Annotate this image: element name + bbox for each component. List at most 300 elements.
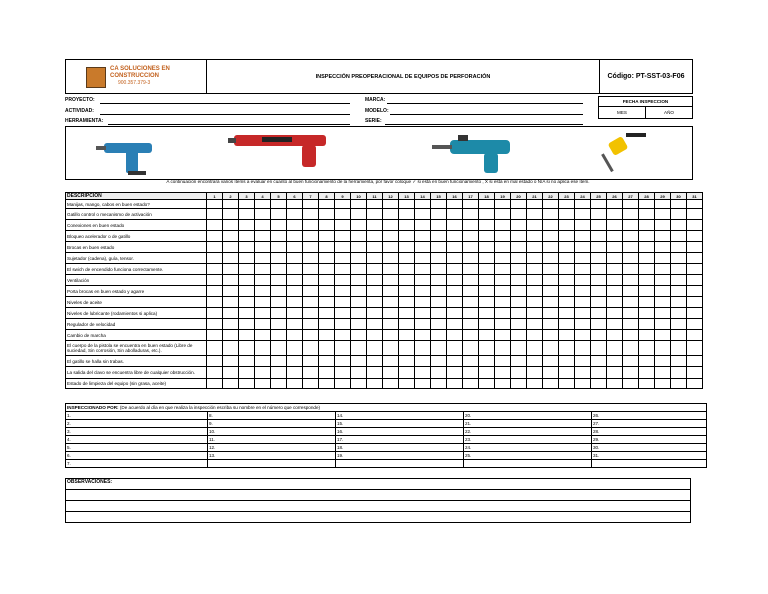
check-cell[interactable] bbox=[415, 264, 431, 275]
check-cell[interactable] bbox=[239, 253, 255, 264]
check-cell[interactable] bbox=[623, 286, 639, 297]
check-cell[interactable] bbox=[511, 330, 527, 341]
check-cell[interactable] bbox=[671, 319, 687, 330]
check-cell[interactable] bbox=[255, 231, 271, 242]
check-cell[interactable] bbox=[671, 264, 687, 275]
check-cell[interactable] bbox=[383, 209, 399, 220]
check-cell[interactable] bbox=[447, 379, 463, 389]
check-cell[interactable] bbox=[447, 264, 463, 275]
check-cell[interactable] bbox=[671, 242, 687, 253]
check-cell[interactable] bbox=[271, 200, 287, 209]
check-cell[interactable] bbox=[223, 275, 239, 286]
check-cell[interactable] bbox=[239, 319, 255, 330]
check-cell[interactable] bbox=[303, 275, 319, 286]
check-cell[interactable] bbox=[591, 297, 607, 308]
check-cell[interactable] bbox=[335, 209, 351, 220]
check-cell[interactable] bbox=[511, 253, 527, 264]
check-cell[interactable] bbox=[447, 308, 463, 319]
check-cell[interactable] bbox=[287, 367, 303, 379]
check-cell[interactable] bbox=[623, 379, 639, 389]
check-cell[interactable] bbox=[655, 379, 671, 389]
check-cell[interactable] bbox=[447, 319, 463, 330]
check-cell[interactable] bbox=[255, 209, 271, 220]
check-cell[interactable] bbox=[239, 341, 255, 356]
check-cell[interactable] bbox=[671, 286, 687, 297]
check-cell[interactable] bbox=[367, 242, 383, 253]
check-cell[interactable] bbox=[431, 308, 447, 319]
check-cell[interactable] bbox=[655, 253, 671, 264]
check-cell[interactable] bbox=[271, 330, 287, 341]
inspector-name-cell[interactable] bbox=[464, 460, 592, 468]
check-cell[interactable] bbox=[351, 286, 367, 297]
check-cell[interactable] bbox=[591, 319, 607, 330]
check-cell[interactable] bbox=[671, 200, 687, 209]
check-cell[interactable] bbox=[223, 242, 239, 253]
check-cell[interactable] bbox=[415, 308, 431, 319]
check-cell[interactable] bbox=[671, 297, 687, 308]
check-cell[interactable] bbox=[319, 275, 335, 286]
inspector-name-cell[interactable]: 16. bbox=[336, 428, 464, 436]
inspector-name-cell[interactable]: 28. bbox=[592, 428, 707, 436]
check-cell[interactable] bbox=[383, 330, 399, 341]
check-cell[interactable] bbox=[255, 242, 271, 253]
check-cell[interactable] bbox=[687, 356, 703, 367]
check-cell[interactable] bbox=[271, 264, 287, 275]
check-cell[interactable] bbox=[463, 330, 479, 341]
check-cell[interactable] bbox=[511, 367, 527, 379]
check-cell[interactable] bbox=[287, 297, 303, 308]
check-cell[interactable] bbox=[495, 275, 511, 286]
check-cell[interactable] bbox=[271, 319, 287, 330]
check-cell[interactable] bbox=[527, 231, 543, 242]
check-cell[interactable] bbox=[367, 209, 383, 220]
check-cell[interactable] bbox=[639, 319, 655, 330]
check-cell[interactable] bbox=[367, 341, 383, 356]
check-cell[interactable] bbox=[223, 286, 239, 297]
check-cell[interactable] bbox=[239, 367, 255, 379]
check-cell[interactable] bbox=[623, 297, 639, 308]
check-cell[interactable] bbox=[239, 297, 255, 308]
check-cell[interactable] bbox=[255, 341, 271, 356]
check-cell[interactable] bbox=[687, 242, 703, 253]
check-cell[interactable] bbox=[399, 356, 415, 367]
check-cell[interactable] bbox=[447, 286, 463, 297]
check-cell[interactable] bbox=[431, 220, 447, 231]
check-cell[interactable] bbox=[383, 286, 399, 297]
check-cell[interactable] bbox=[623, 319, 639, 330]
check-cell[interactable] bbox=[239, 231, 255, 242]
check-cell[interactable] bbox=[255, 379, 271, 389]
check-cell[interactable] bbox=[399, 275, 415, 286]
check-cell[interactable] bbox=[239, 200, 255, 209]
check-cell[interactable] bbox=[479, 253, 495, 264]
check-cell[interactable] bbox=[607, 209, 623, 220]
check-cell[interactable] bbox=[495, 231, 511, 242]
check-cell[interactable] bbox=[415, 231, 431, 242]
check-cell[interactable] bbox=[671, 356, 687, 367]
check-cell[interactable] bbox=[367, 220, 383, 231]
check-cell[interactable] bbox=[239, 308, 255, 319]
marca-field[interactable] bbox=[387, 103, 583, 104]
check-cell[interactable] bbox=[671, 308, 687, 319]
check-cell[interactable] bbox=[303, 367, 319, 379]
check-cell[interactable] bbox=[431, 242, 447, 253]
check-cell[interactable] bbox=[335, 220, 351, 231]
check-cell[interactable] bbox=[575, 297, 591, 308]
check-cell[interactable] bbox=[367, 275, 383, 286]
check-cell[interactable] bbox=[319, 264, 335, 275]
check-cell[interactable] bbox=[607, 308, 623, 319]
check-cell[interactable] bbox=[607, 297, 623, 308]
check-cell[interactable] bbox=[351, 319, 367, 330]
check-cell[interactable] bbox=[559, 200, 575, 209]
check-cell[interactable] bbox=[479, 379, 495, 389]
check-cell[interactable] bbox=[431, 379, 447, 389]
check-cell[interactable] bbox=[383, 341, 399, 356]
check-cell[interactable] bbox=[495, 356, 511, 367]
check-cell[interactable] bbox=[447, 209, 463, 220]
check-cell[interactable] bbox=[495, 220, 511, 231]
check-cell[interactable] bbox=[463, 379, 479, 389]
check-cell[interactable] bbox=[639, 200, 655, 209]
check-cell[interactable] bbox=[223, 209, 239, 220]
check-cell[interactable] bbox=[383, 356, 399, 367]
check-cell[interactable] bbox=[287, 231, 303, 242]
check-cell[interactable] bbox=[415, 379, 431, 389]
check-cell[interactable] bbox=[591, 308, 607, 319]
check-cell[interactable] bbox=[623, 231, 639, 242]
inspector-name-cell[interactable]: 20. bbox=[464, 412, 592, 420]
check-cell[interactable] bbox=[543, 356, 559, 367]
check-cell[interactable] bbox=[655, 297, 671, 308]
check-cell[interactable] bbox=[287, 356, 303, 367]
inspector-name-cell[interactable]: 5. bbox=[66, 444, 208, 452]
check-cell[interactable] bbox=[511, 286, 527, 297]
check-cell[interactable] bbox=[335, 264, 351, 275]
check-cell[interactable] bbox=[207, 220, 223, 231]
check-cell[interactable] bbox=[543, 220, 559, 231]
check-cell[interactable] bbox=[463, 367, 479, 379]
check-cell[interactable] bbox=[351, 367, 367, 379]
check-cell[interactable] bbox=[383, 231, 399, 242]
check-cell[interactable] bbox=[447, 220, 463, 231]
check-cell[interactable] bbox=[655, 286, 671, 297]
check-cell[interactable] bbox=[687, 330, 703, 341]
inspector-name-cell[interactable]: 11. bbox=[208, 436, 336, 444]
inspector-name-cell[interactable]: 18. bbox=[336, 444, 464, 452]
check-cell[interactable] bbox=[399, 308, 415, 319]
check-cell[interactable] bbox=[511, 275, 527, 286]
check-cell[interactable] bbox=[223, 308, 239, 319]
check-cell[interactable] bbox=[415, 220, 431, 231]
check-cell[interactable] bbox=[431, 209, 447, 220]
check-cell[interactable] bbox=[431, 297, 447, 308]
check-cell[interactable] bbox=[527, 200, 543, 209]
check-cell[interactable] bbox=[543, 209, 559, 220]
check-cell[interactable] bbox=[447, 231, 463, 242]
inspector-name-cell[interactable]: 14. bbox=[336, 412, 464, 420]
check-cell[interactable] bbox=[367, 379, 383, 389]
check-cell[interactable] bbox=[207, 231, 223, 242]
check-cell[interactable] bbox=[223, 379, 239, 389]
check-cell[interactable] bbox=[591, 242, 607, 253]
inspector-name-cell[interactable]: 3. bbox=[66, 428, 208, 436]
check-cell[interactable] bbox=[687, 264, 703, 275]
check-cell[interactable] bbox=[575, 379, 591, 389]
inspector-name-cell[interactable]: 9. bbox=[208, 420, 336, 428]
check-cell[interactable] bbox=[447, 367, 463, 379]
check-cell[interactable] bbox=[575, 264, 591, 275]
check-cell[interactable] bbox=[255, 308, 271, 319]
check-cell[interactable] bbox=[671, 231, 687, 242]
check-cell[interactable] bbox=[527, 286, 543, 297]
check-cell[interactable] bbox=[367, 319, 383, 330]
check-cell[interactable] bbox=[383, 200, 399, 209]
check-cell[interactable] bbox=[319, 356, 335, 367]
check-cell[interactable] bbox=[255, 275, 271, 286]
check-cell[interactable] bbox=[303, 264, 319, 275]
check-cell[interactable] bbox=[207, 297, 223, 308]
check-cell[interactable] bbox=[559, 231, 575, 242]
check-cell[interactable] bbox=[255, 356, 271, 367]
check-cell[interactable] bbox=[207, 209, 223, 220]
check-cell[interactable] bbox=[255, 367, 271, 379]
check-cell[interactable] bbox=[239, 286, 255, 297]
check-cell[interactable] bbox=[239, 275, 255, 286]
check-cell[interactable] bbox=[607, 356, 623, 367]
check-cell[interactable] bbox=[607, 242, 623, 253]
check-cell[interactable] bbox=[559, 264, 575, 275]
check-cell[interactable] bbox=[511, 341, 527, 356]
check-cell[interactable] bbox=[303, 379, 319, 389]
check-cell[interactable] bbox=[479, 242, 495, 253]
check-cell[interactable] bbox=[543, 253, 559, 264]
check-cell[interactable] bbox=[511, 242, 527, 253]
observaciones-line[interactable] bbox=[65, 490, 691, 501]
check-cell[interactable] bbox=[319, 297, 335, 308]
check-cell[interactable] bbox=[495, 253, 511, 264]
check-cell[interactable] bbox=[623, 275, 639, 286]
check-cell[interactable] bbox=[271, 297, 287, 308]
check-cell[interactable] bbox=[655, 209, 671, 220]
check-cell[interactable] bbox=[287, 275, 303, 286]
check-cell[interactable] bbox=[431, 253, 447, 264]
inspector-name-cell[interactable]: 12. bbox=[208, 444, 336, 452]
check-cell[interactable] bbox=[431, 264, 447, 275]
check-cell[interactable] bbox=[335, 275, 351, 286]
check-cell[interactable] bbox=[575, 341, 591, 356]
check-cell[interactable] bbox=[351, 356, 367, 367]
check-cell[interactable] bbox=[527, 209, 543, 220]
check-cell[interactable] bbox=[431, 319, 447, 330]
check-cell[interactable] bbox=[655, 330, 671, 341]
check-cell[interactable] bbox=[207, 264, 223, 275]
check-cell[interactable] bbox=[527, 308, 543, 319]
check-cell[interactable] bbox=[655, 275, 671, 286]
check-cell[interactable] bbox=[687, 319, 703, 330]
check-cell[interactable] bbox=[367, 286, 383, 297]
check-cell[interactable] bbox=[591, 330, 607, 341]
check-cell[interactable] bbox=[431, 275, 447, 286]
check-cell[interactable] bbox=[207, 308, 223, 319]
check-cell[interactable] bbox=[271, 356, 287, 367]
check-cell[interactable] bbox=[431, 356, 447, 367]
serie-field[interactable] bbox=[385, 124, 583, 125]
check-cell[interactable] bbox=[383, 367, 399, 379]
check-cell[interactable] bbox=[239, 330, 255, 341]
check-cell[interactable] bbox=[543, 308, 559, 319]
check-cell[interactable] bbox=[607, 264, 623, 275]
inspector-name-cell[interactable]: 27. bbox=[592, 420, 707, 428]
check-cell[interactable] bbox=[639, 264, 655, 275]
check-cell[interactable] bbox=[575, 231, 591, 242]
check-cell[interactable] bbox=[223, 253, 239, 264]
check-cell[interactable] bbox=[207, 341, 223, 356]
check-cell[interactable] bbox=[367, 330, 383, 341]
check-cell[interactable] bbox=[351, 220, 367, 231]
check-cell[interactable] bbox=[671, 253, 687, 264]
check-cell[interactable] bbox=[671, 379, 687, 389]
check-cell[interactable] bbox=[447, 330, 463, 341]
check-cell[interactable] bbox=[207, 379, 223, 389]
check-cell[interactable] bbox=[319, 253, 335, 264]
check-cell[interactable] bbox=[591, 275, 607, 286]
check-cell[interactable] bbox=[639, 356, 655, 367]
check-cell[interactable] bbox=[479, 308, 495, 319]
check-cell[interactable] bbox=[543, 297, 559, 308]
check-cell[interactable] bbox=[367, 367, 383, 379]
check-cell[interactable] bbox=[383, 319, 399, 330]
check-cell[interactable] bbox=[207, 367, 223, 379]
check-cell[interactable] bbox=[527, 379, 543, 389]
check-cell[interactable] bbox=[319, 319, 335, 330]
check-cell[interactable] bbox=[559, 297, 575, 308]
check-cell[interactable] bbox=[463, 297, 479, 308]
check-cell[interactable] bbox=[671, 330, 687, 341]
check-cell[interactable] bbox=[639, 308, 655, 319]
herramienta-field[interactable] bbox=[108, 124, 350, 125]
check-cell[interactable] bbox=[335, 379, 351, 389]
check-cell[interactable] bbox=[527, 253, 543, 264]
check-cell[interactable] bbox=[303, 341, 319, 356]
check-cell[interactable] bbox=[607, 341, 623, 356]
check-cell[interactable] bbox=[271, 209, 287, 220]
check-cell[interactable] bbox=[575, 200, 591, 209]
check-cell[interactable] bbox=[271, 379, 287, 389]
check-cell[interactable] bbox=[399, 286, 415, 297]
check-cell[interactable] bbox=[655, 356, 671, 367]
check-cell[interactable] bbox=[495, 379, 511, 389]
check-cell[interactable] bbox=[335, 330, 351, 341]
check-cell[interactable] bbox=[687, 341, 703, 356]
check-cell[interactable] bbox=[351, 242, 367, 253]
check-cell[interactable] bbox=[239, 379, 255, 389]
check-cell[interactable] bbox=[431, 367, 447, 379]
check-cell[interactable] bbox=[687, 200, 703, 209]
check-cell[interactable] bbox=[575, 286, 591, 297]
check-cell[interactable] bbox=[303, 286, 319, 297]
check-cell[interactable] bbox=[399, 379, 415, 389]
check-cell[interactable] bbox=[591, 356, 607, 367]
check-cell[interactable] bbox=[463, 242, 479, 253]
check-cell[interactable] bbox=[479, 220, 495, 231]
check-cell[interactable] bbox=[335, 341, 351, 356]
check-cell[interactable] bbox=[239, 209, 255, 220]
check-cell[interactable] bbox=[351, 341, 367, 356]
check-cell[interactable] bbox=[239, 264, 255, 275]
modelo-field[interactable] bbox=[390, 114, 583, 115]
check-cell[interactable] bbox=[639, 275, 655, 286]
check-cell[interactable] bbox=[511, 220, 527, 231]
check-cell[interactable] bbox=[463, 231, 479, 242]
check-cell[interactable] bbox=[447, 200, 463, 209]
check-cell[interactable] bbox=[511, 264, 527, 275]
check-cell[interactable] bbox=[367, 308, 383, 319]
check-cell[interactable] bbox=[495, 308, 511, 319]
check-cell[interactable] bbox=[639, 367, 655, 379]
check-cell[interactable] bbox=[223, 297, 239, 308]
check-cell[interactable] bbox=[687, 297, 703, 308]
check-cell[interactable] bbox=[223, 220, 239, 231]
check-cell[interactable] bbox=[319, 209, 335, 220]
check-cell[interactable] bbox=[543, 367, 559, 379]
check-cell[interactable] bbox=[687, 286, 703, 297]
check-cell[interactable] bbox=[543, 330, 559, 341]
check-cell[interactable] bbox=[335, 286, 351, 297]
check-cell[interactable] bbox=[303, 253, 319, 264]
check-cell[interactable] bbox=[543, 319, 559, 330]
check-cell[interactable] bbox=[575, 253, 591, 264]
check-cell[interactable] bbox=[559, 286, 575, 297]
check-cell[interactable] bbox=[479, 356, 495, 367]
check-cell[interactable] bbox=[527, 242, 543, 253]
check-cell[interactable] bbox=[655, 242, 671, 253]
check-cell[interactable] bbox=[591, 264, 607, 275]
check-cell[interactable] bbox=[511, 379, 527, 389]
check-cell[interactable] bbox=[287, 341, 303, 356]
check-cell[interactable] bbox=[591, 253, 607, 264]
check-cell[interactable] bbox=[463, 220, 479, 231]
check-cell[interactable] bbox=[351, 200, 367, 209]
check-cell[interactable] bbox=[575, 308, 591, 319]
check-cell[interactable] bbox=[239, 356, 255, 367]
check-cell[interactable] bbox=[335, 242, 351, 253]
check-cell[interactable] bbox=[591, 231, 607, 242]
check-cell[interactable] bbox=[639, 286, 655, 297]
check-cell[interactable] bbox=[287, 253, 303, 264]
check-cell[interactable] bbox=[511, 308, 527, 319]
check-cell[interactable] bbox=[479, 286, 495, 297]
check-cell[interactable] bbox=[463, 200, 479, 209]
check-cell[interactable] bbox=[527, 367, 543, 379]
observaciones-line[interactable] bbox=[65, 501, 691, 512]
check-cell[interactable] bbox=[607, 330, 623, 341]
check-cell[interactable] bbox=[239, 220, 255, 231]
check-cell[interactable] bbox=[687, 220, 703, 231]
check-cell[interactable] bbox=[207, 286, 223, 297]
check-cell[interactable] bbox=[463, 341, 479, 356]
check-cell[interactable] bbox=[399, 242, 415, 253]
check-cell[interactable] bbox=[351, 264, 367, 275]
mes-field[interactable]: MES bbox=[599, 107, 646, 118]
check-cell[interactable] bbox=[527, 220, 543, 231]
check-cell[interactable] bbox=[559, 341, 575, 356]
check-cell[interactable] bbox=[351, 231, 367, 242]
check-cell[interactable] bbox=[463, 356, 479, 367]
check-cell[interactable] bbox=[223, 231, 239, 242]
check-cell[interactable] bbox=[543, 341, 559, 356]
check-cell[interactable] bbox=[415, 286, 431, 297]
